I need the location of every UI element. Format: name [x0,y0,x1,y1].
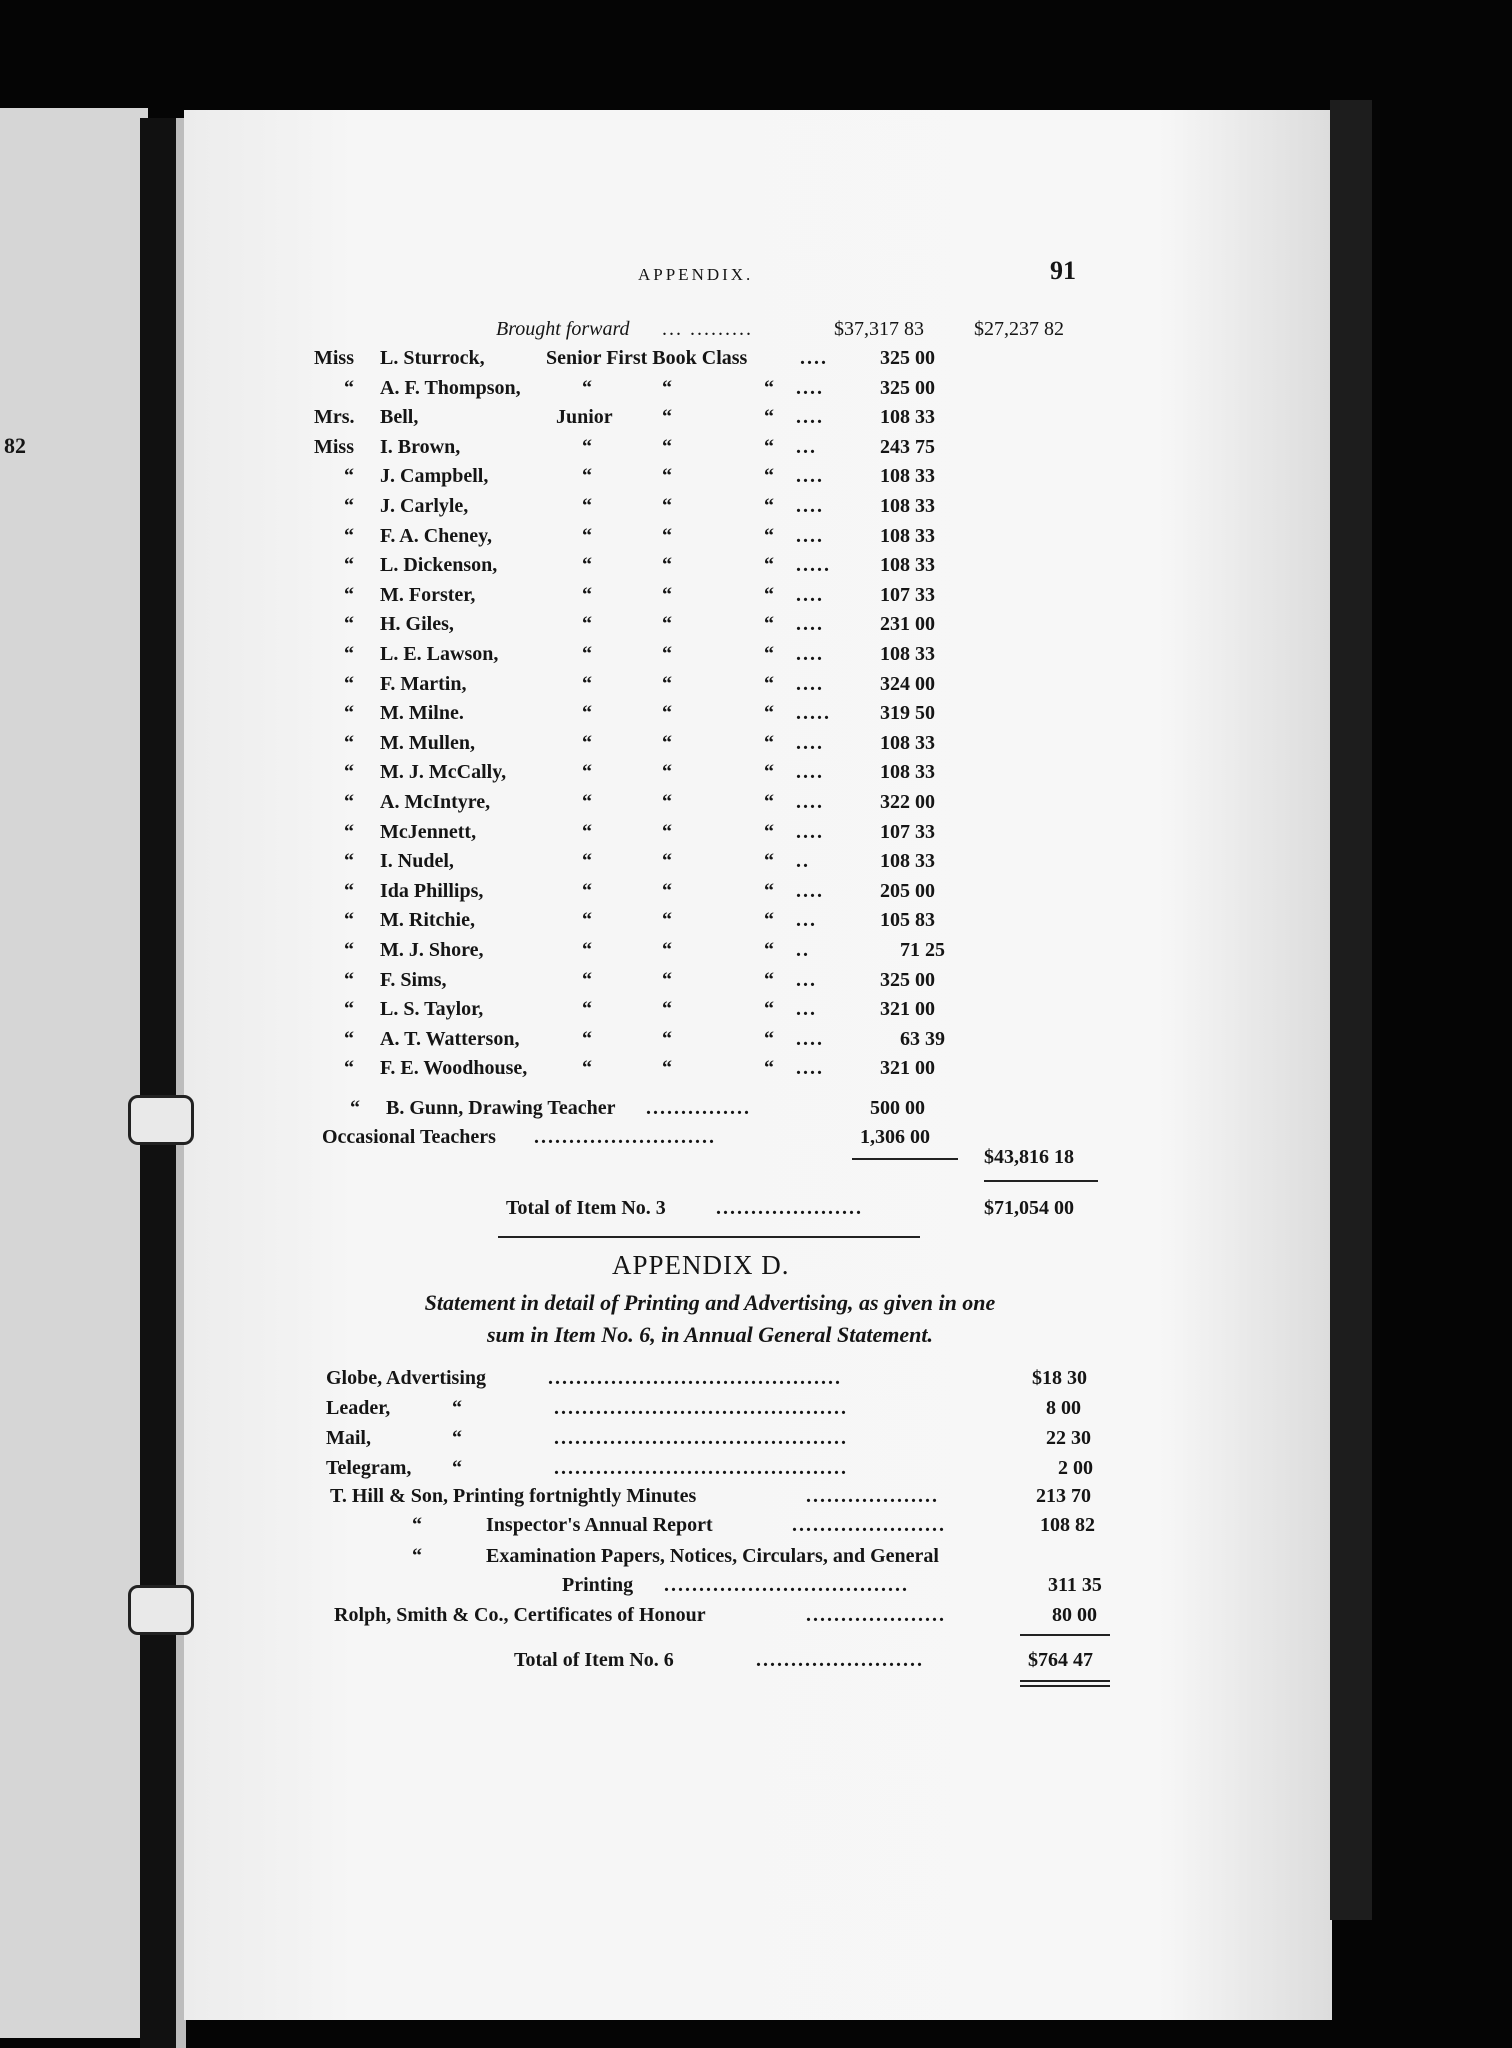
teacher-prefix: “ [344,1057,354,1080]
teacher-amount: 108 33 [880,761,935,784]
teacher-col1: “ [582,583,592,606]
double-rule-top [1020,1680,1110,1682]
printing-line [0,1604,1512,1634]
teacher-col2: “ [662,1027,672,1050]
teacher-col2: “ [662,820,672,843]
drawing-teacher-amount: 500 00 [870,1097,925,1119]
item6-total-amount: $764 47 [1028,1649,1093,1671]
teacher-name: I. Nudel, [380,850,454,873]
teacher-col1: Junior [556,406,613,429]
teacher-col1: “ [582,672,592,695]
drawing-teacher-row [0,1097,1512,1127]
teacher-col1: “ [582,968,592,991]
teacher-dots: .... [796,406,824,429]
teacher-row [0,939,1512,969]
appendix-d-title: APPENDIX D. [612,1250,790,1280]
teacher-col1: “ [582,761,592,784]
teacher-col3: “ [764,731,774,754]
printing-line [0,1397,1512,1427]
teacher-prefix: “ [344,731,354,754]
teacher-col1: “ [582,850,592,873]
occasional-teachers-text: Occasional Teachers [322,1126,496,1148]
teacher-col3: “ [764,406,774,429]
printing-line [0,1485,1512,1515]
teacher-col2: “ [662,435,672,458]
teacher-prefix: “ [344,939,354,961]
teacher-dots: ... [796,968,817,991]
teacher-dots: ..... [796,554,831,577]
teacher-col1: “ [582,435,592,458]
teacher-dots: ... [796,435,817,458]
printing-line-dots: .......................................... [554,1427,848,1449]
teacher-prefix: “ [344,613,354,636]
printing-line-dots: ................... [806,1485,939,1507]
teacher-dots: .... [796,1027,824,1050]
teacher-col1: “ [582,495,592,517]
teacher-amount: 108 33 [880,406,935,429]
teacher-col1: “ [582,909,592,932]
teacher-row [0,969,1512,999]
teacher-col2: “ [662,731,672,754]
occasional-teachers-dots: .......................... [534,1126,716,1148]
teacher-col3: “ [764,643,774,665]
teacher-name: L. Dickenson, [380,554,498,577]
teacher-row [0,554,1512,584]
teacher-row [0,998,1512,1028]
printing-line-ditto: “ [452,1427,462,1449]
teacher-name: L. Sturrock, [380,347,485,369]
item6-total-dots: ........................ [756,1649,924,1671]
teacher-col2: “ [662,998,672,1021]
teacher-name: A. T. Watterson, [380,1027,520,1050]
teacher-amount: 71 25 [900,939,945,961]
teacher-amount: 107 33 [880,820,935,843]
teacher-amount: 108 33 [880,850,935,873]
item3-total-label: Total of Item No. 3 [506,1197,666,1219]
teacher-row [0,673,1512,703]
teacher-prefix: “ [344,643,354,665]
printing-line-label: Leader, [326,1397,391,1419]
teacher-dots: .... [796,672,824,695]
teacher-dots: .... [800,347,828,369]
teacher-dots: .... [796,583,824,606]
teacher-row [0,732,1512,762]
teacher-amount: 321 00 [880,1057,935,1080]
printing-line [0,1545,1512,1575]
teacher-col2: “ [662,702,672,725]
subtotal-rule [984,1180,1098,1182]
teacher-row [0,377,1512,407]
teacher-col1: “ [582,820,592,843]
printing-line-ditto: “ [412,1514,422,1536]
teacher-amount: 322 00 [880,791,935,813]
teacher-dots: ... [796,998,817,1021]
teacher-amount: 325 00 [880,376,935,399]
printing-line [0,1457,1512,1487]
teacher-col2: “ [662,672,672,695]
printing-line-ditto: “ [452,1397,462,1419]
teacher-col3: “ [764,1027,774,1050]
teacher-col2: “ [662,939,672,961]
printing-line-amount: 22 30 [1046,1427,1091,1449]
teacher-row [0,347,1512,377]
teacher-prefix: “ [344,998,354,1021]
teacher-name: J. Carlyle, [380,495,469,517]
teacher-col3: “ [764,376,774,399]
printing-line-dots: ................................... [664,1574,909,1596]
teacher-amount: 108 33 [880,731,935,754]
teacher-prefix: Miss [314,347,354,369]
teacher-name: F. A. Cheney, [380,524,493,547]
printing-line-label: Rolph, Smith & Co., Certificates of Honour [334,1604,706,1626]
teacher-row [0,1057,1512,1087]
teacher-name: M. J. McCally, [380,761,507,784]
teacher-row [0,436,1512,466]
teacher-row [0,495,1512,525]
teacher-name: H. Giles, [380,613,454,636]
teacher-col3: “ [764,495,774,517]
teacher-col3: “ [764,435,774,458]
teacher-amount: 63 39 [900,1027,945,1050]
teacher-col2: “ [662,495,672,517]
teacher-dots: .... [796,465,824,488]
total-rule [1020,1634,1110,1636]
printing-line-amount: 8 00 [1046,1397,1081,1419]
teacher-name: L. S. Taylor, [380,998,484,1021]
printing-line-label: Printing [562,1574,634,1596]
teacher-prefix: “ [344,850,354,873]
teacher-col1: “ [582,1027,592,1050]
teacher-name: F. Sims, [380,968,447,991]
teacher-prefix: “ [344,1027,354,1050]
teacher-col2: “ [662,406,672,429]
printing-line-dots: .......................................... [554,1397,848,1419]
teacher-col3: “ [764,968,774,991]
teacher-col2: “ [662,850,672,873]
teacher-col3: “ [764,998,774,1021]
printing-line-amount: 213 70 [1036,1485,1091,1507]
teacher-col2: “ [662,643,672,665]
teacher-row [0,702,1512,732]
item6-total-label: Total of Item No. 6 [514,1649,674,1671]
teacher-col1: “ [582,879,592,902]
teacher-row [0,761,1512,791]
item6-total-row [0,1649,1512,1679]
printing-line [0,1514,1512,1544]
teacher-dots: .... [796,820,824,843]
printing-line-label: Mail, [326,1427,371,1449]
teacher-amount: 108 33 [880,465,935,488]
teacher-name: J. Campbell, [380,465,489,488]
printing-line-dots: .......................................... [554,1457,848,1479]
drawing-teacher-dots: ............... [646,1097,751,1119]
brought-forward-total: $27,237 82 [974,318,1064,340]
teacher-dots: ..... [796,702,831,725]
teacher-col2: “ [662,465,672,488]
double-rule-bottom [1020,1685,1110,1687]
occasional-teachers-amount: 1,306 00 [860,1126,930,1148]
teacher-amount: 108 33 [880,524,935,547]
printing-line-ditto: “ [452,1457,462,1479]
teacher-col1: “ [582,791,592,813]
printing-line-label: Inspector's Annual Report [486,1514,713,1536]
teacher-row [0,791,1512,821]
teacher-col3: “ [764,761,774,784]
teacher-prefix: “ [344,702,354,725]
teacher-col1: “ [582,554,592,577]
teacher-row [0,525,1512,555]
printing-line-dots: .................... [806,1604,946,1626]
teacher-col1: “ [582,1057,592,1080]
teacher-prefix: Mrs. [314,406,355,429]
page-number: 91 [1050,256,1076,285]
teacher-dots: .... [796,879,824,902]
teacher-col2: “ [662,524,672,547]
teacher-name: F. Martin, [380,672,467,695]
teacher-name: A. F. Thompson, [380,376,521,399]
teacher-dots: .... [796,613,824,636]
teacher-dots: .... [796,1057,824,1080]
teacher-col3: “ [764,554,774,577]
appendix-d-subtitle-2: sum in Item No. 6, in Annual General Statement. [487,1322,933,1347]
teacher-name: M. Forster, [380,583,476,606]
teacher-col1: “ [582,998,592,1021]
teacher-name: M. Milne. [380,702,464,725]
teacher-col3: “ [764,879,774,902]
teacher-col2: “ [662,761,672,784]
printing-line-ditto: “ [412,1545,422,1567]
teacher-row [0,821,1512,851]
printing-line-amount: $18 30 [1032,1367,1087,1389]
teacher-amount: 205 00 [880,879,935,902]
teacher-row [0,613,1512,643]
teacher-col2: “ [662,968,672,991]
printing-line-label: Globe, Advertising [326,1367,487,1389]
teacher-row [0,465,1512,495]
section-rule [498,1236,920,1238]
teacher-amount: 321 00 [880,998,935,1021]
brought-forward-row [0,318,1512,348]
printing-line-amount: 311 35 [1048,1574,1102,1596]
teacher-row [0,880,1512,910]
teacher-amount: 108 33 [880,495,935,517]
teacher-col3: “ [764,850,774,873]
teacher-col3: “ [764,791,774,813]
teacher-col3: “ [764,909,774,932]
brought-forward-label: Brought forward [496,318,630,340]
teacher-row [0,909,1512,939]
teacher-dots: ... [796,909,817,932]
teacher-prefix: “ [344,791,354,813]
left-page-number: 82 [4,433,26,458]
teacher-col3: “ [764,1057,774,1080]
teacher-name: M. J. Shore, [380,939,484,961]
teacher-prefix: “ [344,968,354,991]
teacher-prefix: “ [344,495,354,517]
teacher-col1: “ [582,939,592,961]
teacher-col2: “ [662,583,672,606]
teacher-prefix: “ [344,465,354,488]
item3-total-amount: $71,054 00 [984,1197,1074,1219]
teacher-name: M. Mullen, [380,731,475,754]
teacher-row [0,406,1512,436]
teacher-col1: “ [582,731,592,754]
teacher-name: Ida Phillips, [380,879,484,902]
printing-line-label: Telegram, [326,1457,412,1479]
teacher-amount: 231 00 [880,613,935,636]
drawing-teacher-prefix: “ [350,1097,360,1119]
teacher-prefix: Miss [314,435,354,458]
teacher-dots: .... [796,643,824,665]
teacher-amount: 105 83 [880,909,935,932]
teacher-row [0,643,1512,673]
teacher-dots: .... [796,495,824,517]
printing-line [0,1574,1512,1604]
teacher-col3: “ [764,524,774,547]
teacher-dots: .... [796,761,824,784]
teacher-col3: “ [764,613,774,636]
teacher-col1: “ [582,643,592,665]
teacher-name: A. McIntyre, [380,791,491,813]
teacher-col1: “ [582,376,592,399]
teacher-prefix: “ [344,672,354,695]
teacher-col2: “ [662,909,672,932]
brought-forward-dots: ... ......... [662,318,753,340]
teacher-prefix: “ [344,820,354,843]
teacher-dots: .. [796,850,810,873]
printing-line-label: Examination Papers, Notices, Circulars, and General [486,1545,939,1567]
printing-line-dots: .......................................... [548,1367,842,1389]
teacher-dots: .... [796,791,824,813]
drawing-teacher-text: B. Gunn, Drawing Teacher [386,1097,616,1119]
teacher-prefix: “ [344,879,354,902]
teacher-col1: “ [582,524,592,547]
teacher-amount: 107 33 [880,583,935,606]
teacher-prefix: “ [344,554,354,577]
teacher-col3: “ [764,702,774,725]
teacher-name: L. E. Lawson, [380,643,499,665]
teacher-name: I. Brown, [380,435,461,458]
teacher-dots: .... [796,376,824,399]
item3-total-row [0,1197,1512,1227]
running-header: APPENDIX. [638,265,754,284]
teacher-amount: 324 00 [880,672,935,695]
teacher-amount: 319 50 [880,702,935,725]
teacher-col2: “ [662,791,672,813]
teacher-amount: 325 00 [880,347,935,369]
subtotal-row [0,1146,1512,1176]
brought-forward-amount: $37,317 83 [834,318,924,340]
appendix-d-subtitle-1: Statement in detail of Printing and Advertising, as given in one [424,1290,996,1315]
item3-total-dots: ..................... [716,1197,863,1219]
teacher-amount: 108 33 [880,643,935,665]
teacher-col2: “ [662,613,672,636]
subtotal-amount: $43,816 18 [984,1146,1074,1168]
teacher-row [0,584,1512,614]
printing-line-amount: 2 00 [1058,1457,1093,1479]
teacher-col3: “ [764,465,774,488]
teacher-amount: 243 75 [880,435,935,458]
teacher-col1: “ [582,465,592,488]
printing-line-dots: ...................... [792,1514,946,1536]
printing-line-amount: 80 00 [1052,1604,1097,1626]
teacher-col3: “ [764,939,774,961]
printing-line-label: T. Hill & Son, Printing fortnightly Minutes [330,1485,697,1507]
teacher-name: Bell, [380,406,419,429]
teacher-amount: 108 33 [880,554,935,577]
teacher-amount: 325 00 [880,968,935,991]
teacher-dots: .... [796,731,824,754]
teacher-dots: .... [796,524,824,547]
teacher-name: M. Ritchie, [380,909,475,932]
printing-line [0,1367,1512,1397]
teacher-col3: “ [764,672,774,695]
teacher-prefix: “ [344,583,354,606]
teacher-col1: “ [582,702,592,725]
teacher-prefix: “ [344,909,354,932]
teacher-name: F. E. Woodhouse, [380,1057,528,1080]
teacher-col3: “ [764,820,774,843]
teacher-col1: Senior First Book Class [546,347,748,369]
teacher-prefix: “ [344,761,354,784]
teacher-col2: “ [662,376,672,399]
printing-line-amount: 108 82 [1040,1514,1095,1536]
teacher-col2: “ [662,554,672,577]
teacher-name: McJennett, [380,820,477,843]
teacher-prefix: “ [344,376,354,399]
printing-line [0,1427,1512,1457]
teacher-row [0,850,1512,880]
teacher-row [0,1028,1512,1058]
teacher-col1: “ [582,613,592,636]
teacher-dots: .. [796,939,810,961]
teacher-prefix: “ [344,524,354,547]
teacher-col2: “ [662,1057,672,1080]
teacher-col2: “ [662,879,672,902]
teacher-col3: “ [764,583,774,606]
